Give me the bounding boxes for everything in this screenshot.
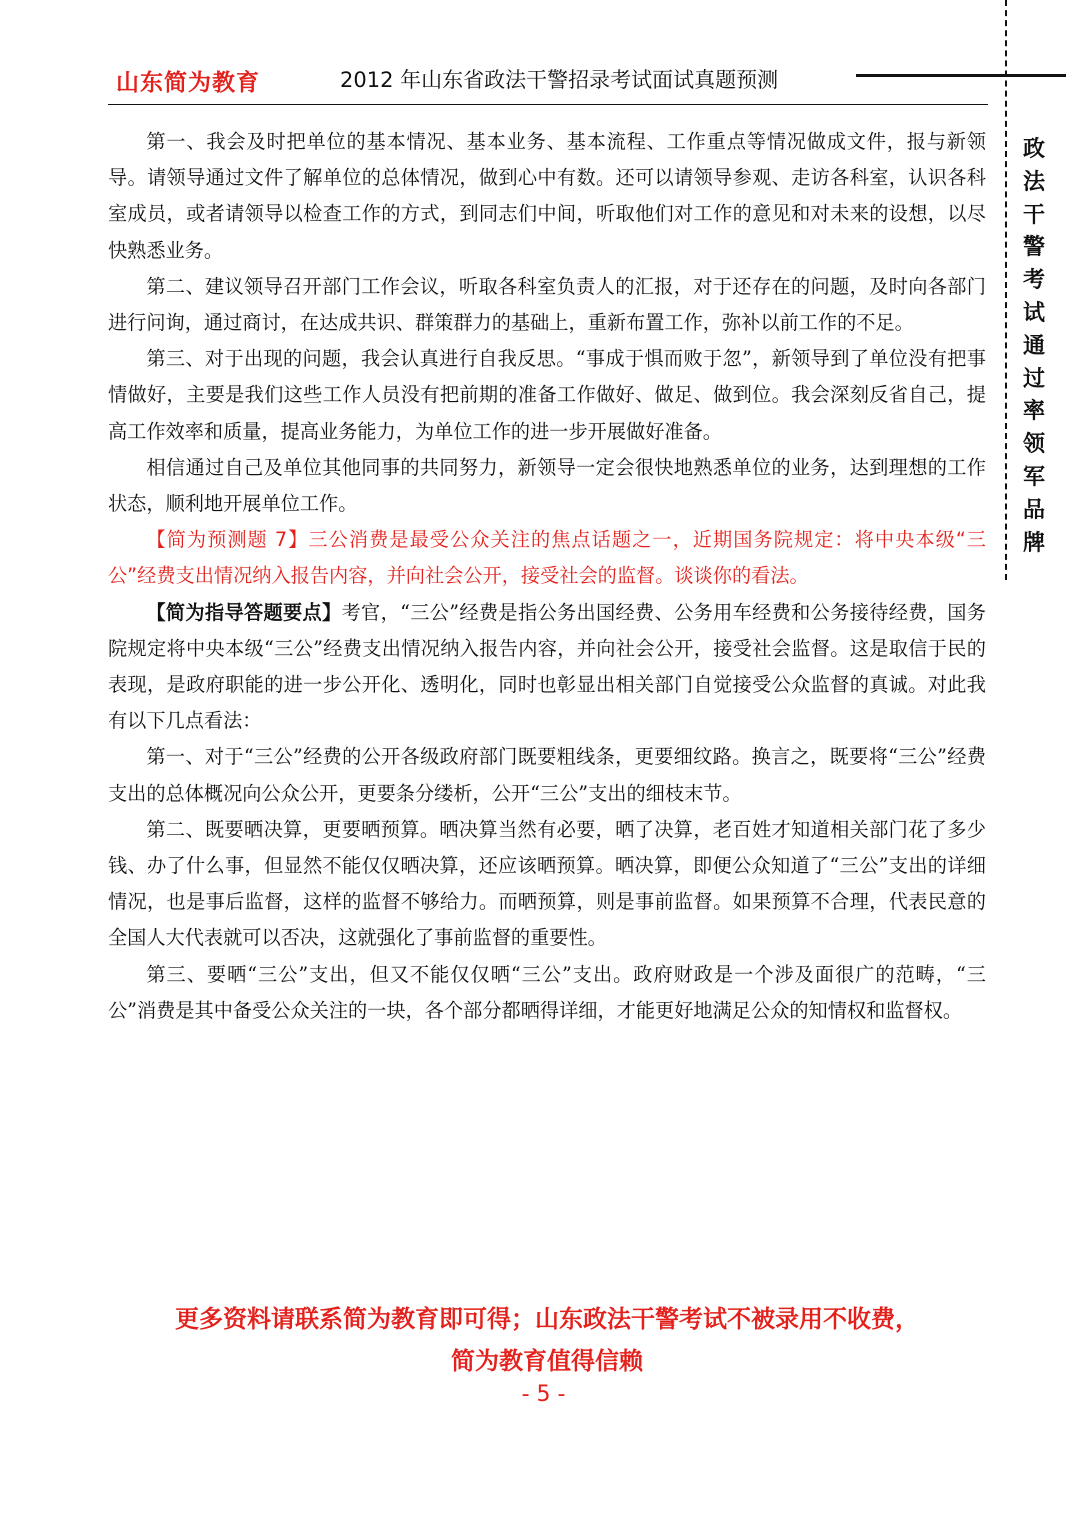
paragraph-answer-point-3: 第三、要晒“三公”支出，但又不能仅仅晒“三公”支出。政府财政是一个涉及面很广的范畴，“三公”消费是其中备受公众关注的一块，各个部分都晒得详细，才能更好地满足公众的知情权和监督权。	[108, 962, 986, 1022]
main-content	[108, 124, 986, 1029]
side-char: 法	[1022, 169, 1045, 195]
paragraph-third-point: 第三、对于出现的问题，我会认真进行自我反思。“事成于惧而败于忽”，新领导到了单位没有把事情做好，主要是我们这些工作人员没有把前期的准备工作做好、做足、做到位。我会深刻反省自己，提高工作效率和质量，提高业务能力，为单位工作的进一步开展做好准备。	[108, 347, 986, 443]
paragraph-conclusion: 相信通过自己及单位其他同事的共同努力，新领导一定会很快地熟悉单位的业务，达到理想的工作状态，顺利地开展单位工作。	[108, 455, 986, 516]
dashed-margin-line	[1005, 0, 1007, 580]
side-char: 政	[1022, 137, 1045, 162]
paragraph-second-point: 第二、建议领导召开部门工作会议，听取各科室负责人的汇报，对于还存在的问题，及时向各部门进行问询，通过商讨，在达成共识、群策群力的基础上，重新布置工作，弥补以前工作的不足。	[108, 274, 986, 335]
answer-intro: 考官，“三公”经费是指公务出国经费、公务用车经费和公务接待经费，国务院规定将中央本级“三公”经费支出情况纳入报告内容，并向社会公开，接受社会监督。这是取信于民的表现，是政府职能的进一步公开化、透明化，同时也彰显出相关部门自觉接受公众监督的真诚。对此我有以下几点看法：	[108, 600, 986, 733]
paragraph-answer-point-2: 第二、既要晒决算，更要晒预算。晒决算当然有必要，晒了决算，老百姓才知道相关部门花了多少钱、办了什么事，但显然不能仅仅晒决算，还应该晒预算。晒决算，即便公众知道了“三公”支出的详细情况，也是事后监督，这样的监督不够给力。而晒预算，则是事前监督。如果预算不合理，代表民意的全国人大代表就可以否决，这就强化了事前监督的重要性。	[108, 817, 986, 950]
side-char: 军	[1022, 464, 1045, 490]
footer-line-2: 简为教育值得信赖	[451, 1346, 643, 1375]
side-vertical-slogan	[1014, 134, 1054, 560]
paragraph-first-point: 第一、我会及时把单位的基本情况、基本业务、基本流程、工作重点等情况做成文件，报与新领导。请领导通过文件了解单位的总体情况，做到心中有数。还可以请领导参观、走访各科室，认识各科室成员，或者请领导以检查工作的方式，到同志们中间，听取他们对工作的意见和对未来的设想，以尽快熟悉业务。	[108, 130, 986, 262]
side-char: 领	[1022, 432, 1045, 458]
side-char: 率	[1022, 399, 1045, 425]
paragraph-answer-point-1: 第一、对于“三公”经费的公开各级政府部门既要粗线条，更要细纹路。换言之，既要将“三公”经费支出的总体概况向公众公开，更要条分缕析，公开“三公”支出的细枝末节。	[108, 745, 986, 805]
side-char: 品	[1022, 497, 1045, 523]
footer-promo	[108, 1298, 986, 1382]
header-rule-thin	[108, 104, 988, 105]
brand-logo-text: 山东简为教育	[116, 69, 260, 96]
side-char: 通	[1022, 333, 1045, 359]
footer-line-1: 更多资料请联系简为教育即可得；山东政法干警考试不被录用不收费，	[175, 1304, 919, 1333]
header-rule-thick	[856, 74, 1066, 77]
side-char: 牌	[1022, 530, 1045, 556]
side-char: 试	[1022, 300, 1045, 326]
page-header-title: 2012 年山东省政法干警招录考试面试真题预测	[340, 68, 779, 92]
side-char: 干	[1022, 202, 1045, 228]
page-number: - 5 -	[521, 1382, 566, 1407]
answer-paragraph	[108, 595, 986, 740]
side-char: 考	[1022, 268, 1045, 294]
question-7: 【简为预测题 7】三公消费是最受公众关注的焦点话题之一，近期国务院规定：将中央本级“三公”经费支出情况纳入报告内容，并向社会公开，接受社会的监督。谈谈你的看法。	[108, 528, 986, 588]
side-char: 过	[1022, 366, 1045, 392]
answer-label: 【简为指导答题要点】	[146, 600, 342, 624]
side-char: 警	[1022, 235, 1045, 261]
